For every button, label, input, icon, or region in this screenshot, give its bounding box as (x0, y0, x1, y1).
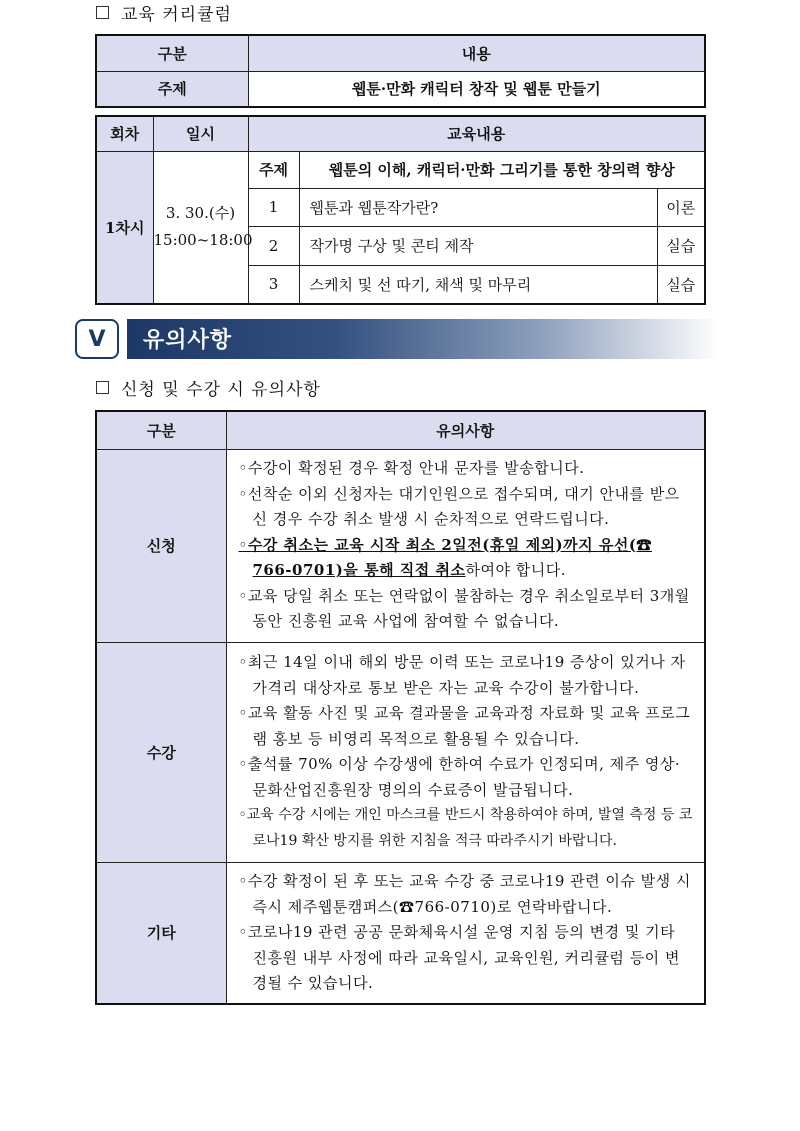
attend-note-4: ◦교육 수강 시에는 개인 마스크를 반드시 착용하여야 하며, 발열 측정 등 코로나19 확산 방지를 위한 지침을 적극 따라주시기 바랍니다. (238, 807, 693, 849)
notes-header-content: 유의사항 (226, 411, 705, 449)
session-date: 3. 30.(수) (165, 204, 236, 223)
apply-note-3-emphasis: ◦수강 취소는 교육 시작 최소 2일전(휴일 제외)까지 유선(☎ 766-0701)을 통해 직접 취소 (238, 535, 652, 580)
row-title: 작가명 구상 및 콘티 제작 (299, 226, 657, 265)
row-title: 웹툰과 웹툰작가란? (299, 188, 657, 226)
etc-note-1: ◦수강 확정이 된 후 또는 교육 수강 중 코로나19 관련 이슈 발생 시 즉시 제주웹툰캠퍼스(☎766-0710)로 연락바랍니다. (238, 872, 691, 916)
notes-heading (96, 375, 321, 400)
apply-note-3 (239, 533, 695, 584)
attend-note-1: ◦최근 14일 이내 해외 방문 이력 또는 코로나19 증상이 있거나 자가격리 대상자로 통보 받은 자는 교육 수강이 불가합니다. (238, 653, 686, 697)
section-title: 유의사항 (143, 328, 233, 353)
curriculum-heading (96, 0, 232, 25)
etc-note-2: ◦코로나19 관련 공공 문화체육시설 운영 지침 등의 변경 및 기타 진흥원 내부 사정에 따라 교육일시, 교육인원, 커리큘럼 등이 변경될 수 있습니다. (238, 923, 680, 992)
apply-note-1: ◦수강이 확정된 경우 확정 안내 문자를 발송합니다. (238, 459, 585, 478)
row-type: 이론 (657, 188, 705, 226)
section-number-badge: V (75, 319, 119, 359)
apply-note-4: ◦교육 당일 취소 또는 연락없이 불참하는 경우 취소일로부터 3개월 동안 진흥원 교육 사업에 참여할 수 없습니다. (238, 586, 690, 631)
row-number: 2 (248, 226, 299, 265)
curriculum-table (95, 34, 706, 108)
curriculum-header-content: 내용 (248, 35, 705, 71)
row-type: 실습 (657, 226, 705, 265)
theme-value: 웹툰의 이해, 캐릭터·만화 그리기를 통한 창의력 향상 (299, 151, 705, 188)
topic-value: 웹툰·만화 캐릭터 창작 및 웹툰 만들기 (248, 71, 705, 107)
notes-header-category: 구분 (96, 411, 226, 449)
checkbox-icon (96, 6, 109, 19)
apply-content (226, 449, 705, 642)
theme-label: 주제 (248, 151, 299, 188)
schedule-table (95, 115, 706, 305)
session-time: 15:00~18:00 (153, 231, 253, 250)
checkbox-icon (96, 381, 109, 394)
etc-content (226, 862, 705, 1004)
curriculum-header-category: 구분 (96, 35, 248, 71)
curriculum-heading-text: 교육 커리큘럼 (121, 5, 232, 25)
row-number: 1 (248, 188, 299, 226)
section-banner (75, 318, 720, 364)
row-number: 3 (248, 265, 299, 304)
apply-note-3-rest: 하여야 합니다. (465, 561, 566, 580)
attend-label: 수강 (96, 642, 226, 862)
row-title: 스케치 및 선 따기, 채색 및 마무리 (299, 265, 657, 304)
etc-label: 기타 (96, 862, 226, 1004)
notes-table (95, 410, 706, 1005)
schedule-header-session: 회차 (96, 116, 153, 151)
session-datetime (153, 151, 253, 304)
notes-heading-text: 신청 및 수강 시 유의사항 (121, 380, 321, 400)
row-type: 실습 (657, 265, 705, 304)
attend-note-3: ◦출석률 70% 이상 수강생에 한하여 수료가 인정되며, 제주 영상·문화산업진흥원장 명의의 수료증이 발급됩니다. (238, 755, 681, 799)
schedule-header-content: 교육내용 (248, 116, 705, 151)
session-label: 1차시 (96, 151, 153, 304)
apply-label: 신청 (96, 449, 226, 642)
attend-content (226, 642, 705, 862)
attend-note-2: ◦교육 활동 사진 및 교육 결과물을 교육과정 자료화 및 교육 프로그램 홍보 등 비영리 목적으로 활용될 수 있습니다. (238, 704, 691, 748)
topic-label: 주제 (96, 71, 248, 107)
apply-note-2: ◦선착순 이외 신청자는 대기인원으로 접수되며, 대기 안내를 받으신 경우 수강 취소 발생 시 순차적으로 연락드립니다. (238, 484, 680, 529)
schedule-header-date: 일시 (153, 116, 248, 151)
